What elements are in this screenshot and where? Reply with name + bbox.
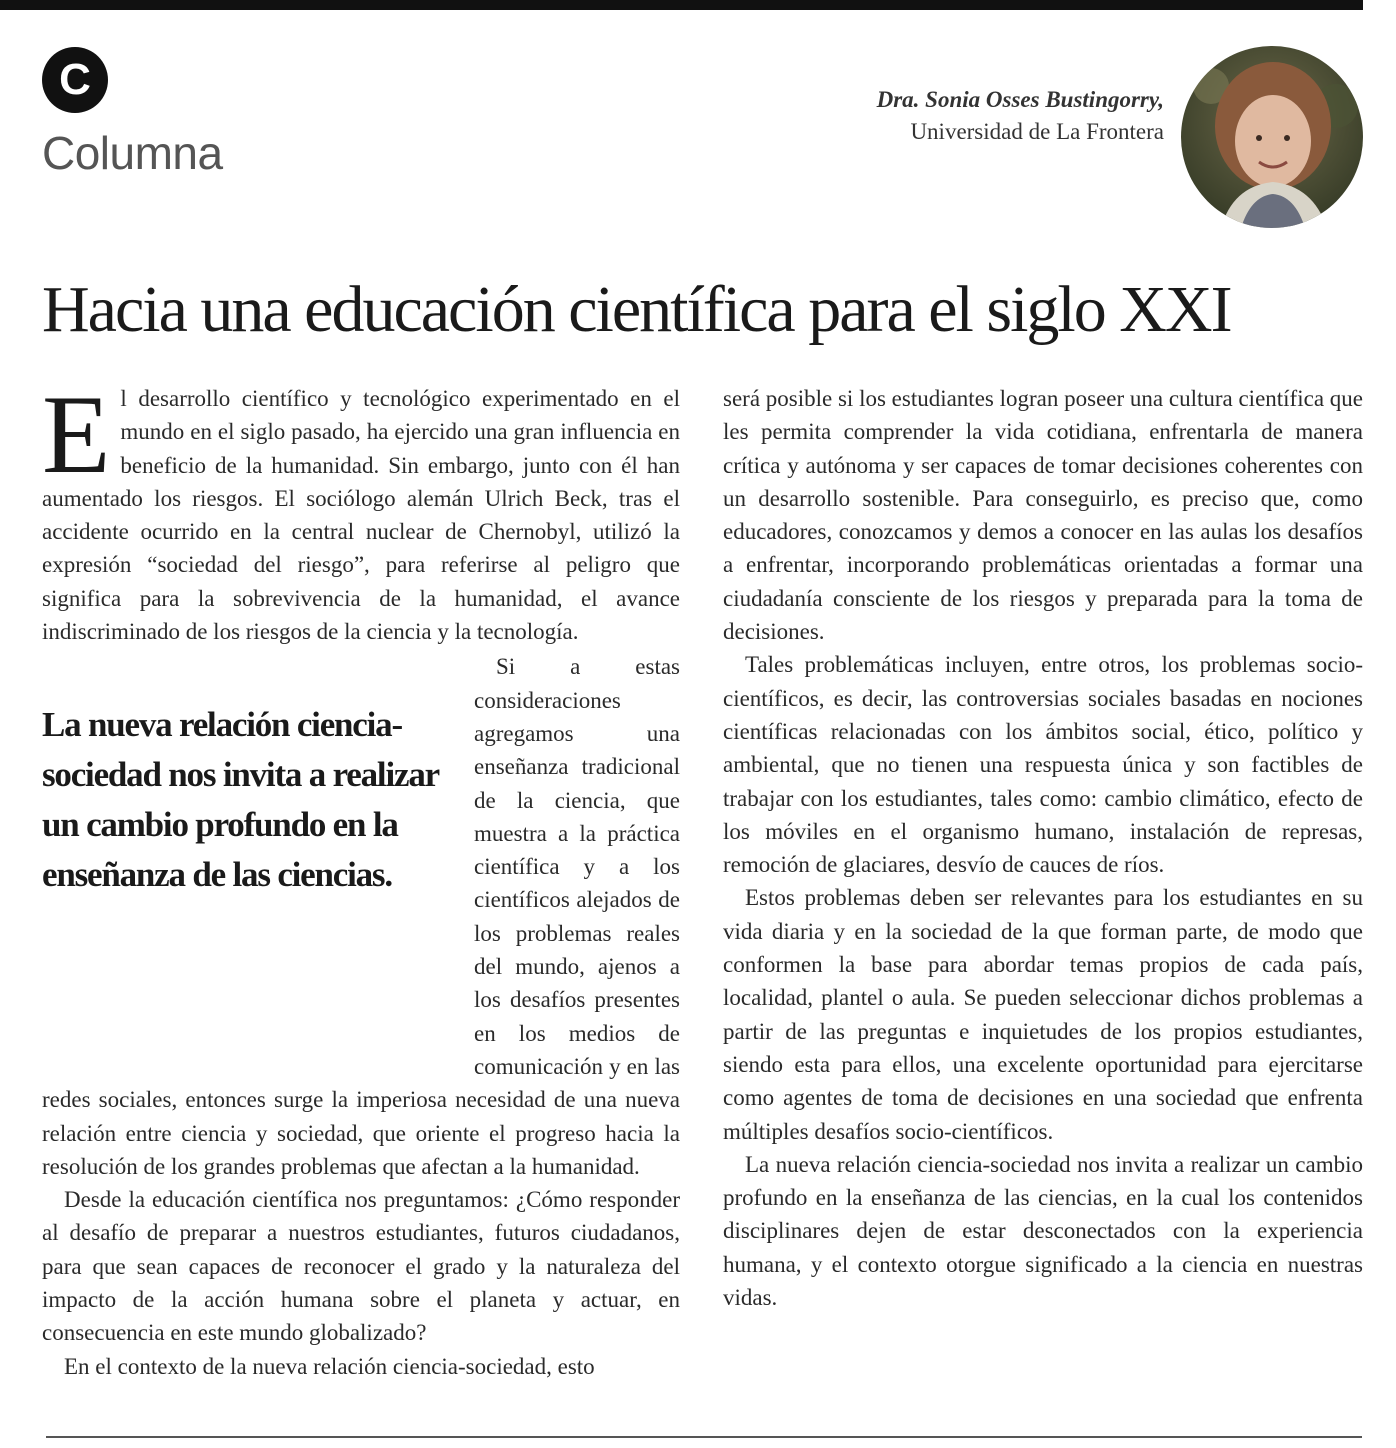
paragraph-7: Estos problemas deben ser relevantes para los estudiantes en su vida diaria y en la sociedad de la que forman parte, de modo que conformen la base para abordar temas propios de cada país, localidad, plantel o aula. Se pueden seleccionar dichos problemas a partir de las preguntas e inquietudes de los propios estudiantes, siendo esta para ellos, una excelente oportunidad para ejercitarse como agentes de toma de decisiones en una sociedad que enfrenta múltiples desafíos socio-científicos. (723, 885, 1363, 1144)
bottom-rule (46, 1436, 1362, 1438)
headline: Hacia una educación científica para el siglo XXI (42, 273, 1231, 346)
article-column-left (42, 373, 680, 1383)
paragraph-1-text: l desarrollo científico y tecnológico experimentado en el mundo en el siglo pasado, ha ejercido una gran influencia en beneficio de la humanidad. Sin embargo, junto con él han aumentado los riesgos. El sociólogo alemán Ulrich Beck, tras el accidente ocurrido en la central nuclear de Chernobyl, utilizó la expresión “sociedad del riesgo”, para referirse al peligro que significa para la sobrevivencia de la humanidad, el avance indiscriminado de los riesgos de la ciencia y la tecnología. (42, 386, 680, 645)
section-label: Columna (42, 127, 223, 179)
paragraph-8: La nueva relación ciencia-sociedad nos invita a realizar un cambio profundo en la enseñanza de las ciencias, en la cual los contenidos disciplinares dejen de estar desconectados con la experiencia humana, y el contexto otorgue significado a la ciencia en nuestras vidas. (723, 1151, 1363, 1311)
author-affiliation: Universidad de La Frontera (910, 119, 1164, 144)
dropcap: E (42, 373, 111, 497)
author-byline (877, 85, 1164, 149)
paragraph-6: Tales problemáticas incluyen, entre otros, los problemas socio-científicos, es decir, las controversias sociales basadas en nociones científicas relacionadas con los ámbitos social, ético, político y ambiental, que no tienen una respuesta única y son factibles de trabajar con los estudiantes, tales como: cambio climático, efecto de los móviles en el organismo humano, instalación de represas, remoción de glaciares, desvío de cauces de ríos. (723, 652, 1363, 878)
pullquote: La nueva relación ciencia-sociedad nos invita a realizar un cambio profundo en la enseñanza de las ciencias. (42, 705, 439, 895)
author-name: Dra. Sonia Osses Bustingorry, (876, 87, 1164, 112)
section-badge: C (42, 47, 108, 113)
author-photo (1181, 46, 1363, 228)
paragraph-4: En el contexto de la nueva relación ciencia-sociedad, esto (64, 1353, 595, 1379)
top-rule (0, 0, 1363, 10)
paragraph-3: Desde la educación científica nos preguntamos: ¿Cómo responder al desafío de preparar a nuestros estudiantes, futuros ciudadanos, para que sean capaces de reconocer el grado y la naturaleza del impacto de la acción humana sobre el planeta y actuar, en consecuencia en este mundo globalizado? (42, 1187, 680, 1346)
article-column-right (723, 382, 1363, 1314)
paragraph-5: será posible si los estudiantes logran poseer una cultura científica que les permita comprender la vida cotidiana, enfrentarla de manera crítica y autónoma y ser capaces de tomar decisiones coherentes con un desarrollo sostenible. Para conseguirlo, es preciso que, como educadores, conozcamos y demos a conocer en las aulas los desafíos a enfrentar, incorporando problemáticas orientadas a formar una ciudadanía consciente de los riesgos y preparada para la toma de decisiones. (723, 386, 1363, 645)
paragraph-2: Si a estas consideraciones agregamos una enseñanza tradicional de la ciencia, que muestra a la práctica científica y a los científicos alejados de los problemas reales del mundo, ajenos a los desafíos presentes en los medios de comunicación y en las redes sociales, entonces surge la imperiosa necesidad de una nueva relación entre ciencia y sociedad, que oriente el progreso hacia la resolución de los grandes problemas que afectan a la humanidad. (42, 654, 680, 1179)
paragraph-1 (42, 373, 680, 648)
